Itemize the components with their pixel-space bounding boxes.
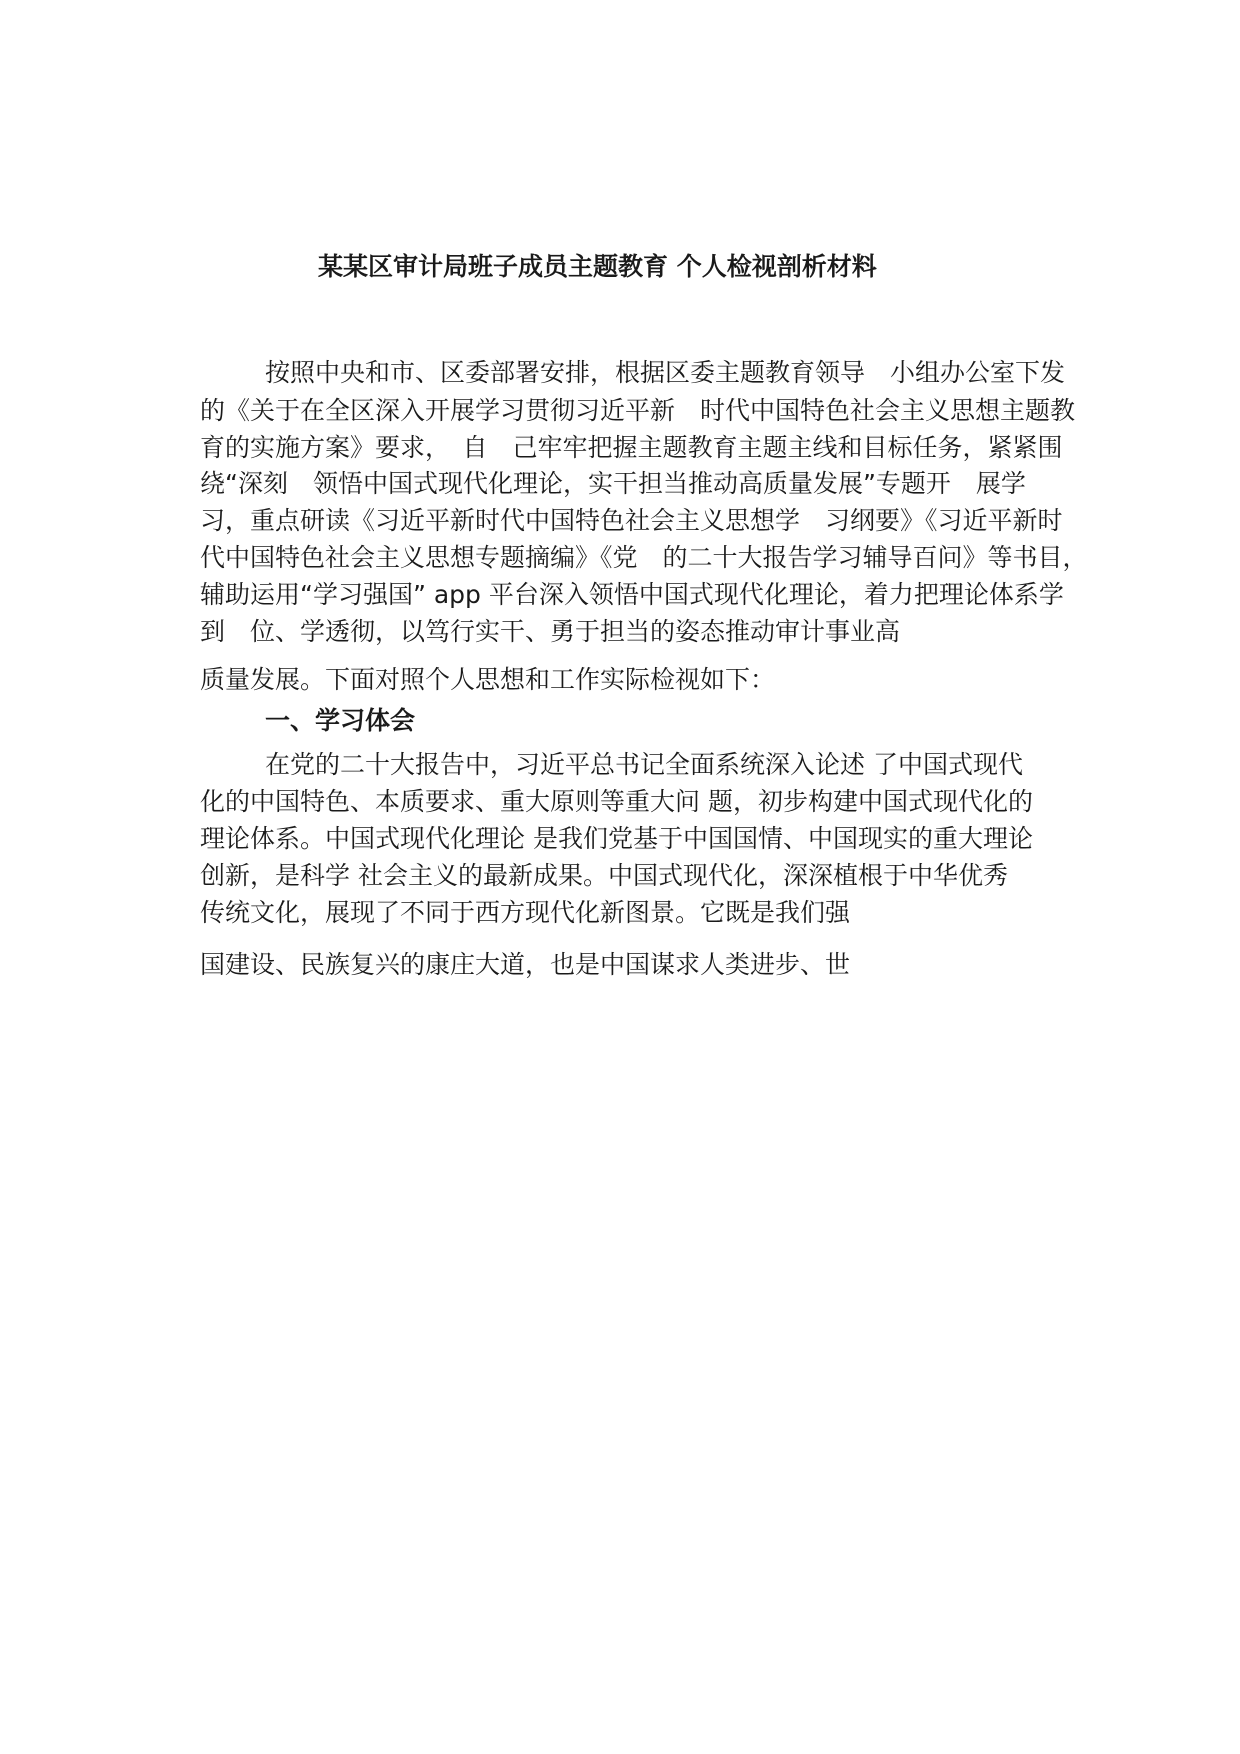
paragraph-line: 到 位、学透彻，以笃行实干、勇于担当的姿态推动审计事业高 xyxy=(200,617,901,646)
paragraph-line: 质量发展。下面对照个人思想和工作实际检视如下： xyxy=(200,665,776,694)
paragraph-line: 习，重点研读《习近平新时代中国特色社会主义思想学 习纲要》《习近平新时 xyxy=(200,506,1063,535)
paragraph-line: 辅助运用“学习强国” app 平台深入领悟中国式现代化理论，着力把理论体系学 xyxy=(200,580,1064,609)
paragraph-line: 化的中国特色、本质要求、重大原则等重大问 题，初步构建中国式现代化的 xyxy=(200,787,1033,816)
section-heading: 一、学习体会 xyxy=(265,706,416,735)
paragraph-line: 国建设、民族复兴的康庄大道，也是中国谋求人类进步、世 xyxy=(200,950,851,979)
document-title: 某某区审计局班子成员主题教育 个人检视剖析材料 xyxy=(318,252,877,281)
paragraph-line: 理论体系。中国式现代化理论 是我们党基于中国国情、中国现实的重大理论 xyxy=(200,824,1033,853)
paragraph-line: 在党的二十大报告中，习近平总书记全面系统深入论述 了中国式现代 xyxy=(265,750,1023,779)
paragraph-line: 的《关于在全区深入开展学习贯彻习近平新 时代中国特色社会主义思想主题教 xyxy=(200,396,1076,425)
paragraph-line: 传统文化，展现了不同于西方现代化新图景。它既是我们强 xyxy=(200,898,851,927)
paragraph-line: 创新，是科学 社会主义的最新成果。中国式现代化，深深植根于中华优秀 xyxy=(200,861,1008,890)
paragraph-line: 按照中央和市、区委部署安排，根据区委主题教育领导 小组办公室下发 xyxy=(265,358,1066,387)
paragraph-line: 绕“深刻 领悟中国式现代化理论，实干担当推动高质量发展”专题开 展学 xyxy=(200,469,1026,498)
paragraph-line: 代中国特色社会主义思想专题摘编》《党 的二十大报告学习辅导百问》等书目， xyxy=(200,543,1088,572)
paragraph-line: 育的实施方案》要求， 自 己牢牢把握主题教育主题主线和目标任务，紧紧围 xyxy=(200,433,1063,462)
